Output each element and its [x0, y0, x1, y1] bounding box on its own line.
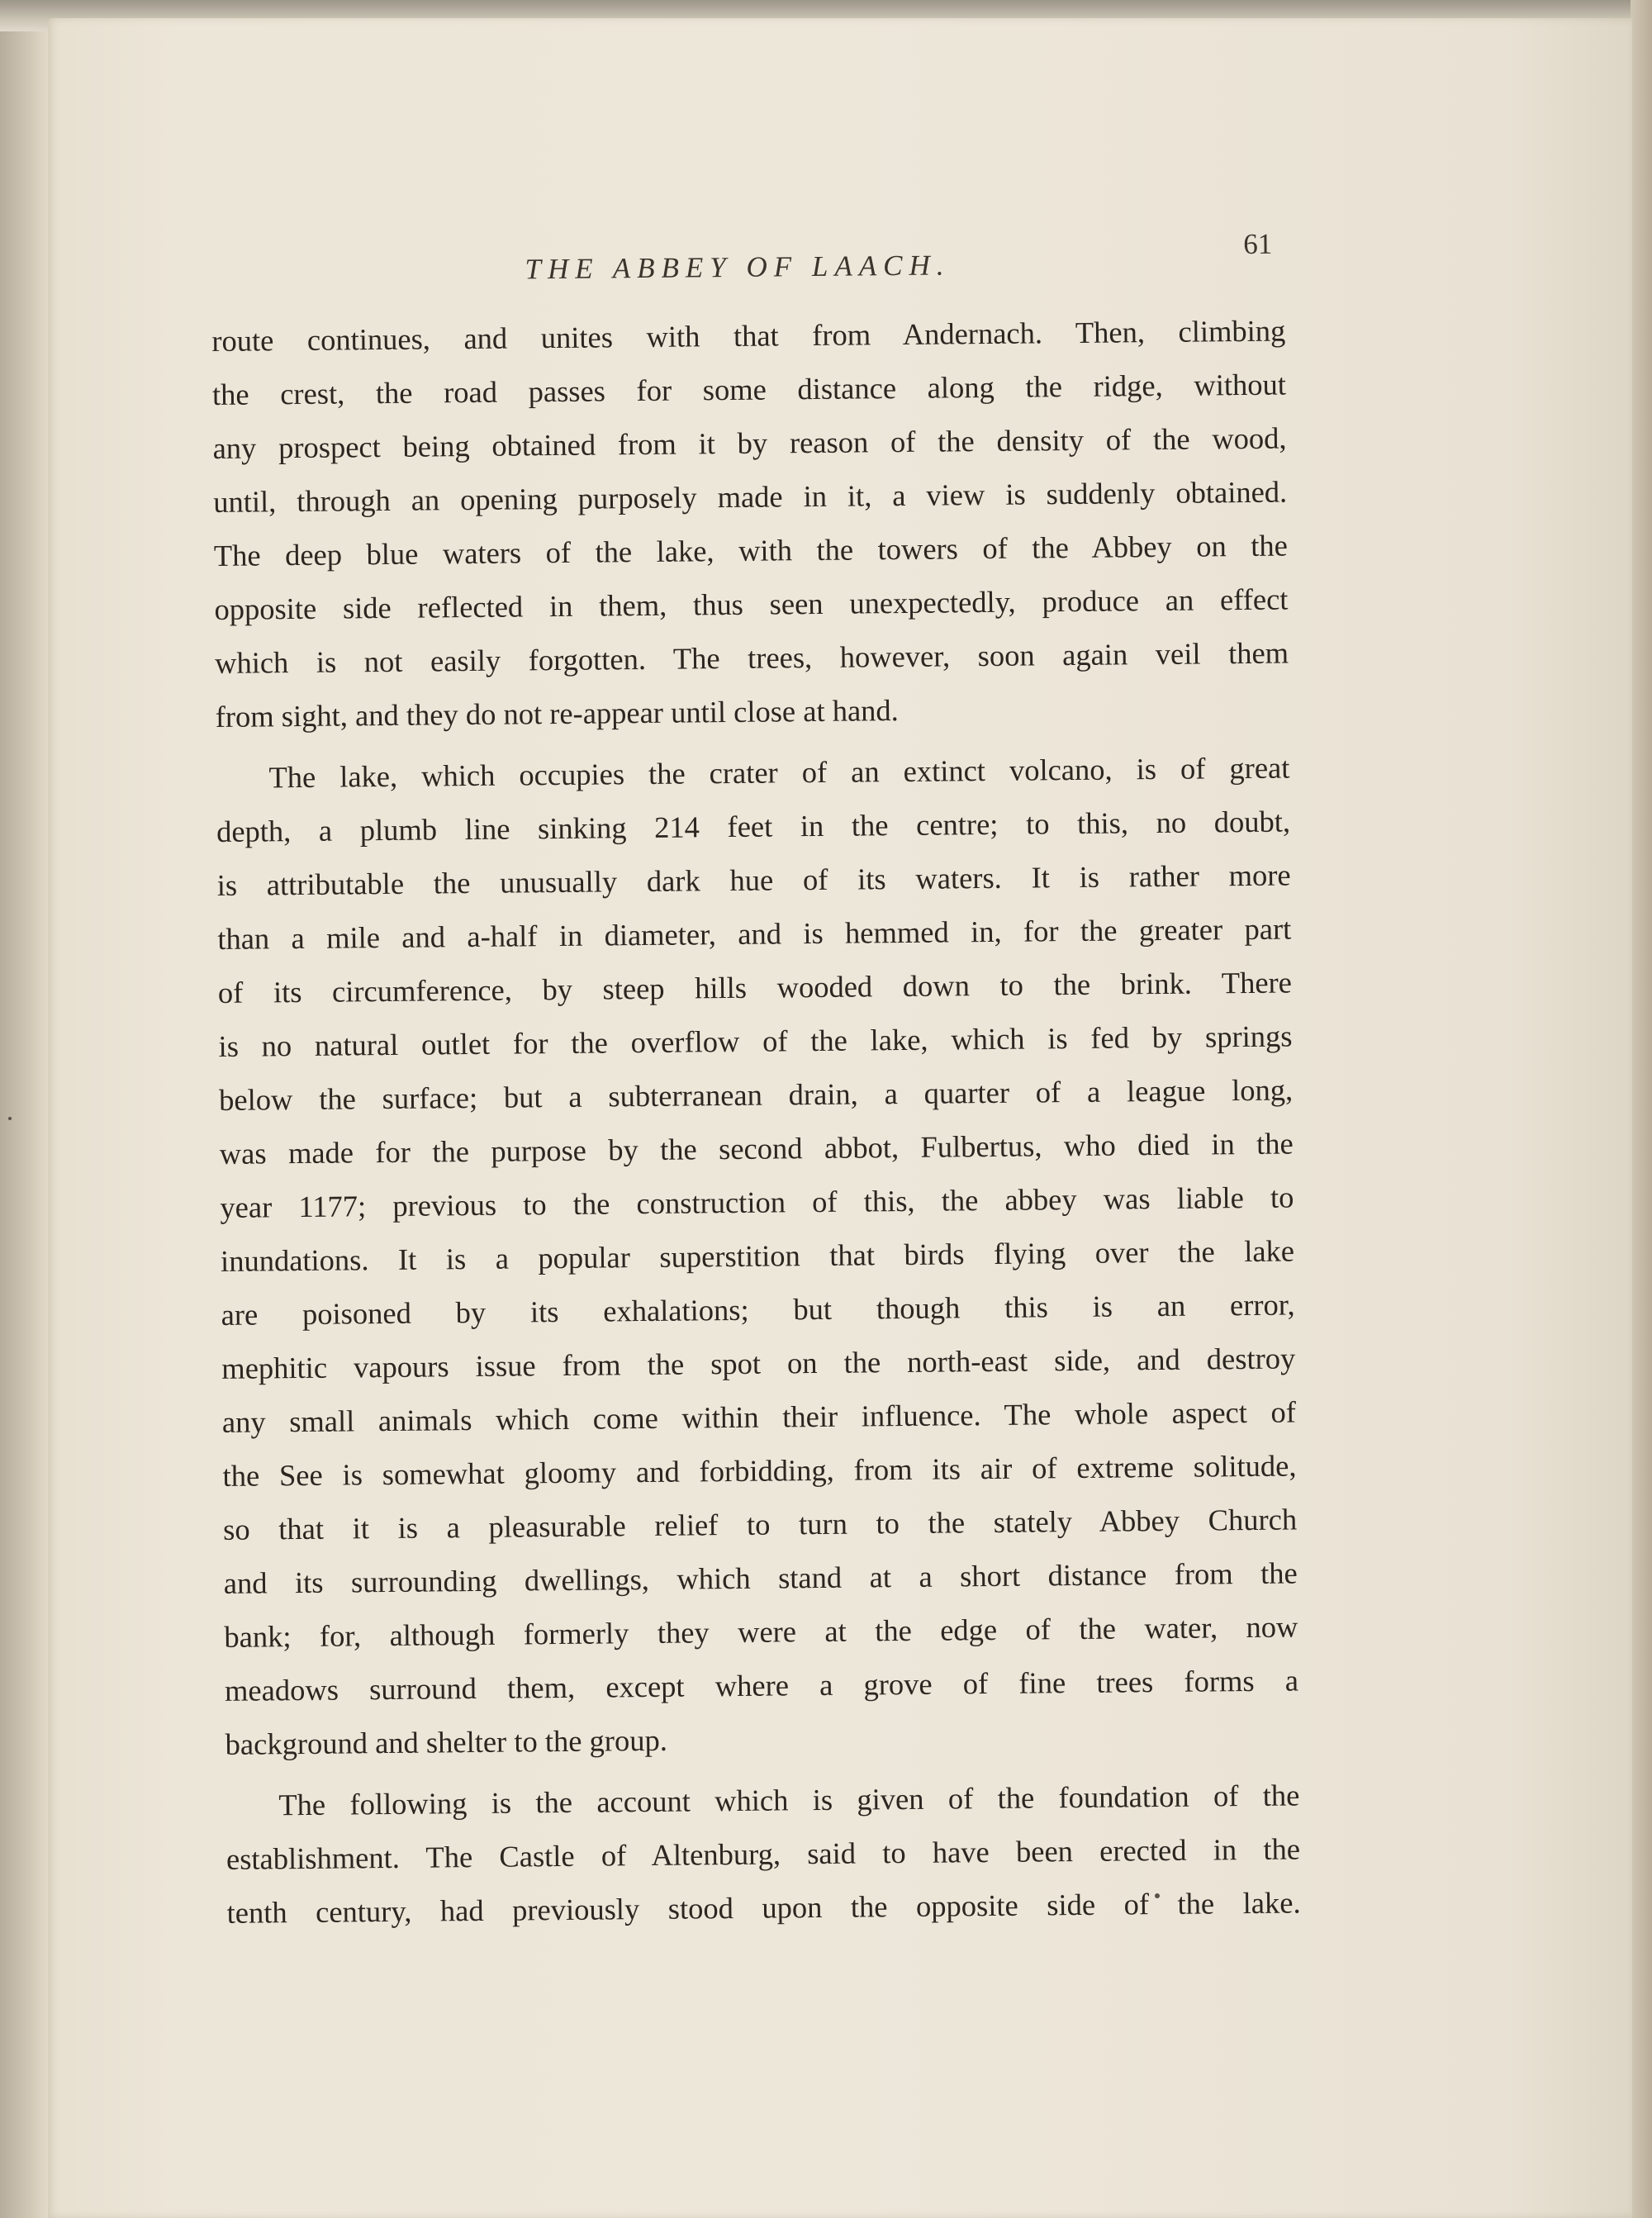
paragraph-1: [211, 304, 1289, 743]
text-line: so that it is a pleasurable relief to turn to the stately Abbey Church: [222, 1502, 1298, 1546]
text-line: was made for the purpose by the second abbot, Fulbertus, who died in the: [219, 1126, 1294, 1171]
running-head: [211, 213, 1285, 314]
running-title: THE ABBEY OF LAACH.: [525, 249, 951, 286]
text-line: year 1177; previous to the construction of this, the abbey was liable to: [220, 1180, 1294, 1224]
page-number: 61: [1243, 227, 1273, 260]
page-content: [211, 213, 1301, 1940]
text-line: from sight, and they do not re-appear until close at hand.: [215, 693, 900, 734]
text-line: the See is somewhat gloomy and forbidding, from its air of extreme solitude,: [222, 1448, 1297, 1493]
text-line: background and shelter to the group.: [225, 1722, 668, 1761]
text-line: are poisoned by its exhalations; but though this is an error,: [221, 1287, 1295, 1332]
text-line: is attributable the unusually dark hue of its waters. It is rather more: [216, 857, 1291, 902]
ink-speck: [8, 1117, 12, 1120]
text-line: The lake, which occupies the crater of an extinct volcano, is of great: [268, 750, 1290, 795]
text-line: inundations. It is a popular superstition that birds flying over the lake: [220, 1233, 1295, 1278]
text-line: establishment. The Castle of Altenburg, said to have been erected in the: [225, 1831, 1301, 1876]
text-line: until, through an opening purposely made in it, a view is suddenly obtained.: [213, 474, 1288, 519]
text-line: than a mile and a-half in diameter, and is hemmed in, for the greater part: [217, 911, 1292, 956]
text-line: of its circumference, by steep hills wooded down to the brink. There: [217, 965, 1293, 1009]
paragraph-2: [216, 740, 1299, 1770]
text-line: any prospect being obtained from it by reason of the density of the wood,: [212, 420, 1287, 465]
text-line: which is not easily forgotten. The trees, however, soon again veil them: [214, 635, 1289, 680]
text-line: tenth century, had previously stood upon the opposite side of the lake.: [226, 1885, 1301, 1930]
text-line: below the surface; but a subterranean drain, a quarter of a league long,: [218, 1072, 1294, 1117]
text-line: mephitic vapours issue from the spot on the north-east side, and destroy: [221, 1341, 1296, 1385]
text-line: any small animals which come within their influence. The whole aspect of: [221, 1394, 1297, 1439]
text-line: meadows surround them, except where a grove of fine trees forms a: [224, 1663, 1299, 1707]
text-line: opposite side reflected in them, thus seen unexpectedly, produce an effect: [214, 582, 1289, 626]
page-fore-edge: [1631, 0, 1652, 2218]
text-line: The deep blue waters of the lake, with the towers of the Abbey on the: [213, 528, 1289, 572]
text-line: depth, a plumb line sinking 214 feet in the centre; to this, no doubt,: [216, 804, 1291, 848]
text-line: The following is the account which is given of the foundation of the: [278, 1778, 1300, 1822]
paragraph-3: [225, 1768, 1301, 1939]
text-line: the crest, the road passes for some distance along the ridge, without: [211, 367, 1287, 411]
book-spine-shadow: [0, 0, 51, 2218]
text-line: and its surrounding dwellings, which stand at a short distance from the: [223, 1555, 1298, 1600]
text-line: is no natural outlet for the overflow of the lake, which is fed by springs: [218, 1019, 1293, 1063]
text-line: route continues, and unites with that from Andernach. Then, climbing: [211, 313, 1286, 358]
text-line: bank; for, although formerly they were at the edge of the water, now: [224, 1609, 1298, 1654]
